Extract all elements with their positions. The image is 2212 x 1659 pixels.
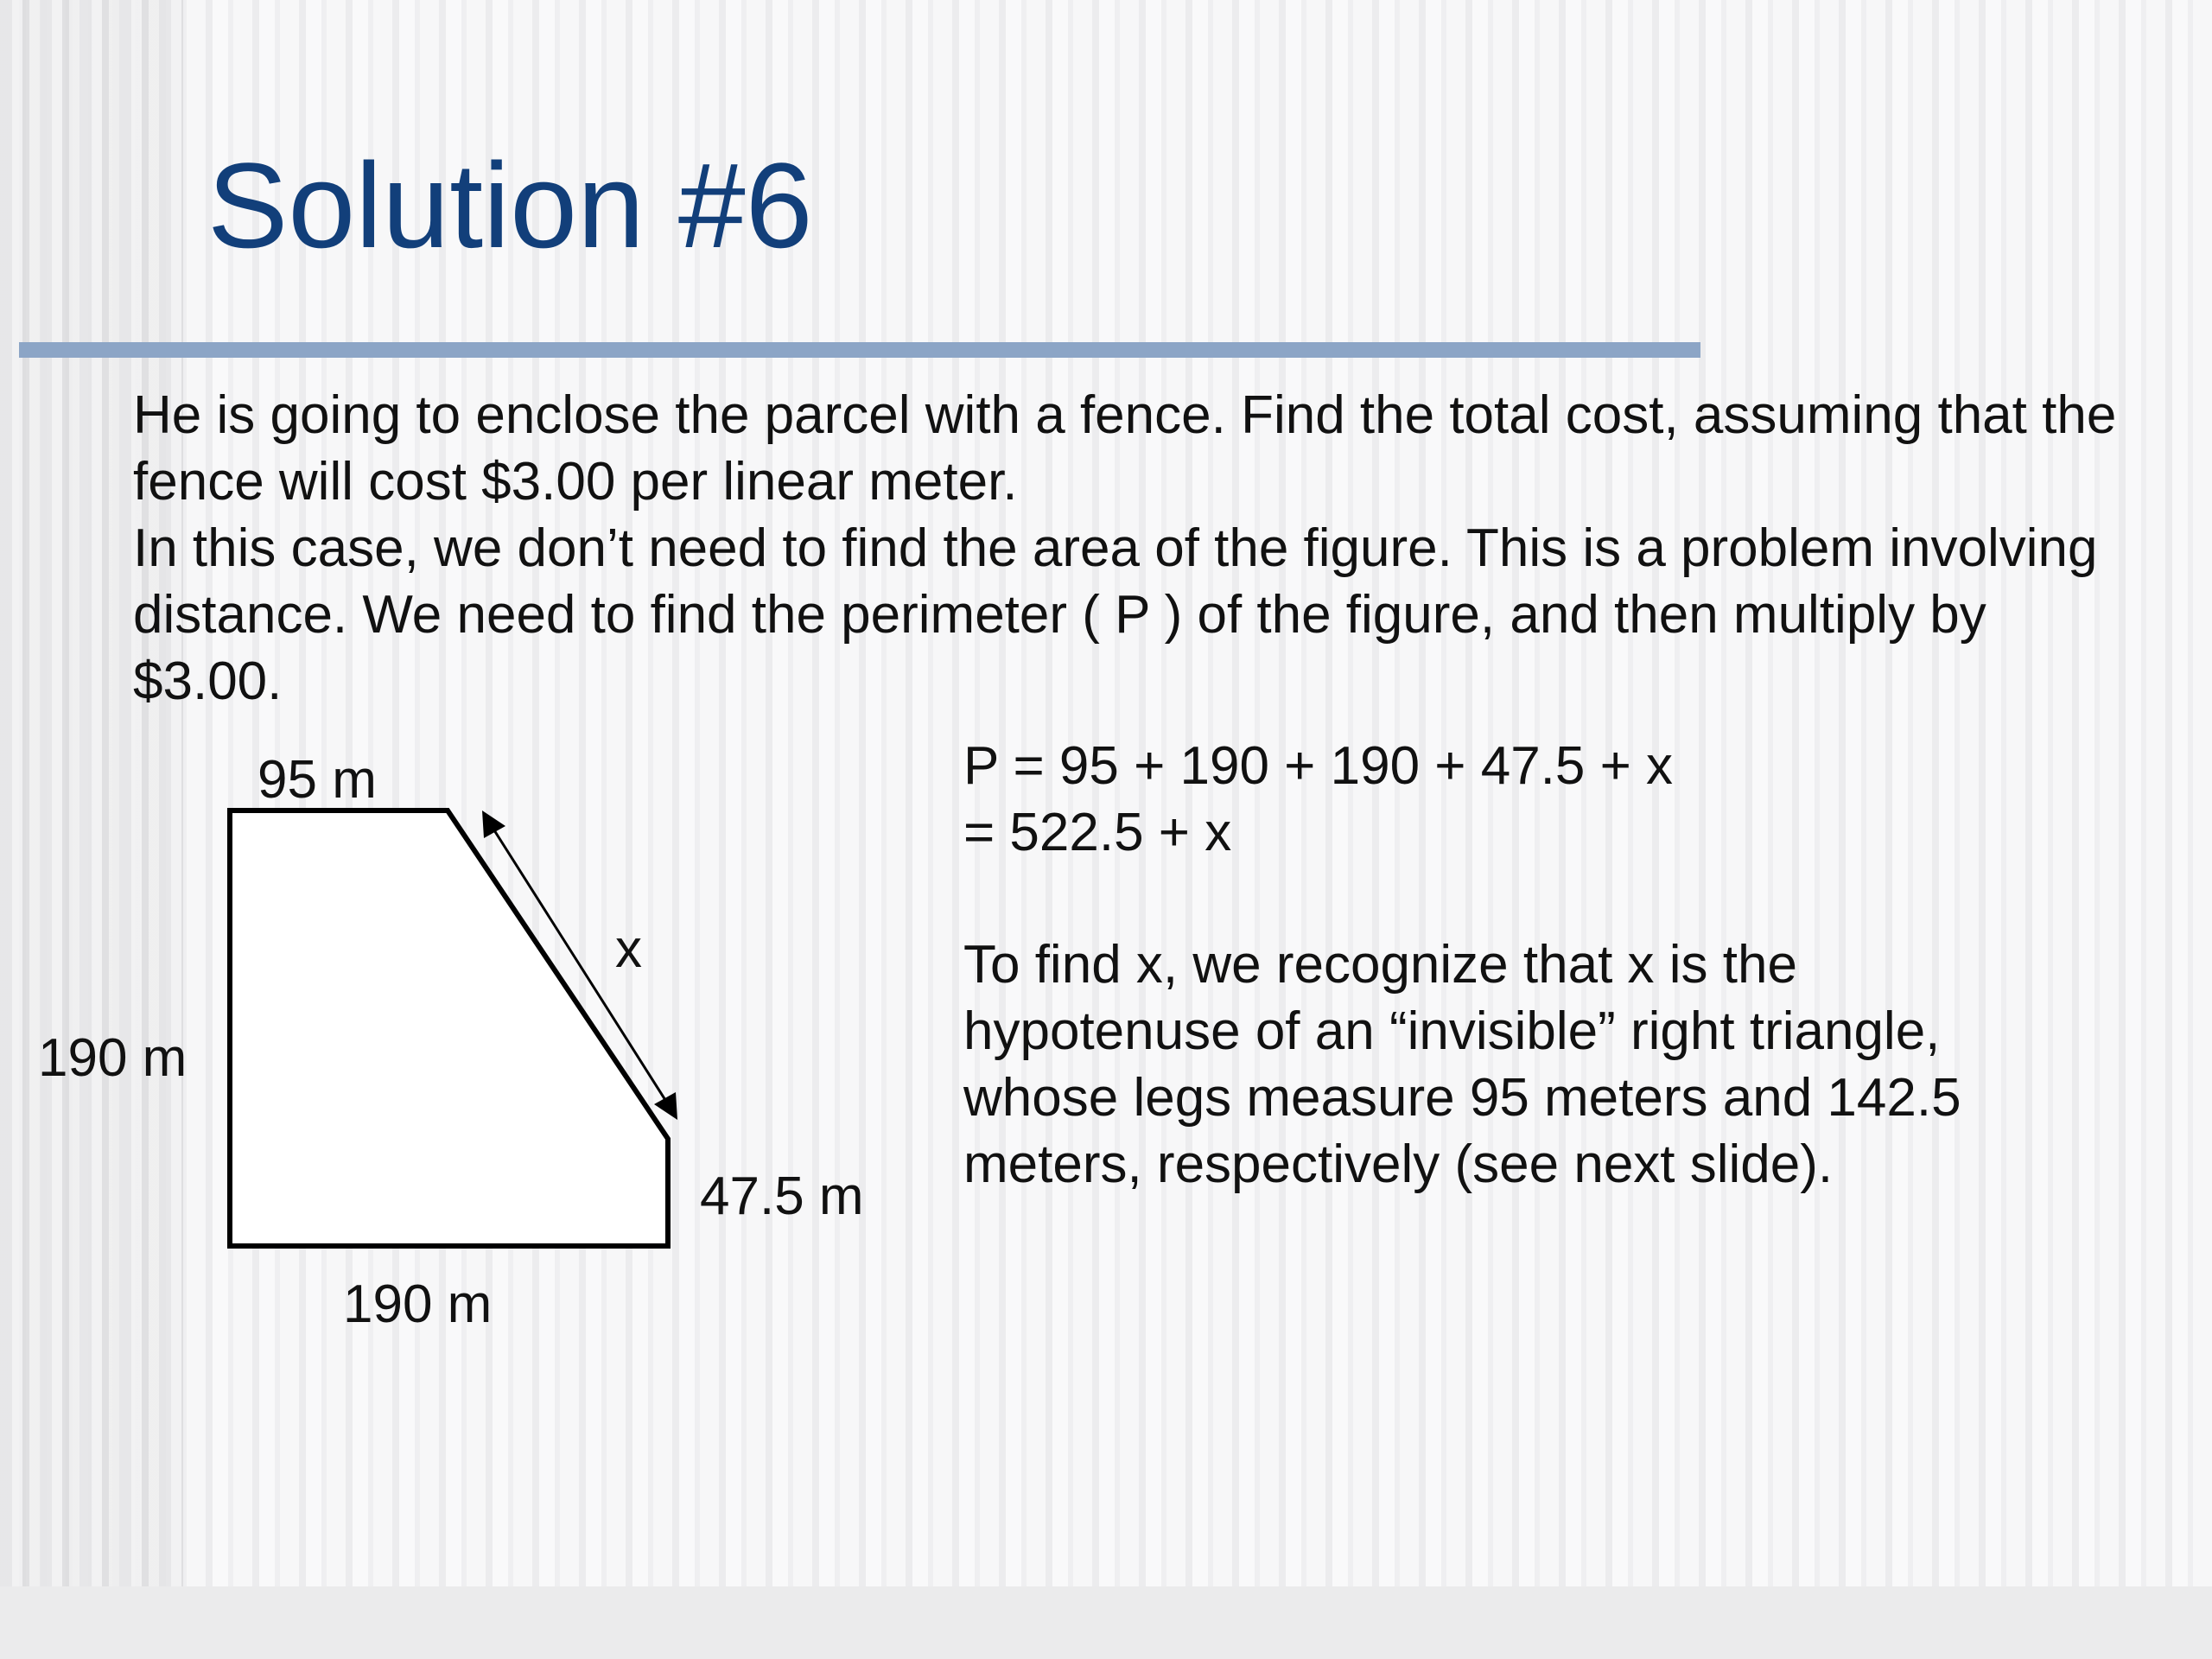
perimeter-equation: [963, 733, 1673, 866]
bottom-side-label: 190 m: [343, 1274, 493, 1334]
top-side-label: 95 m: [257, 750, 377, 810]
intro-paragraph-2: In this case, we don’t need to find the area of the figure. This is a problem involving distance. We need to find the perimeter ( P ) of the figure, and then multiply by $3.00.: [133, 518, 2098, 711]
right-side-label: 47.5 m: [700, 1166, 864, 1226]
explanation-text: [963, 931, 2087, 1198]
hypotenuse-label: x: [615, 919, 642, 979]
explanation-paragraph: To find x, we recognize that x is the hypotenuse of an “invisible” right triangle, whose legs measure 95 meters and 142.5 meters, respectively (see next slide).: [963, 935, 1961, 1194]
parcel-shape: [230, 810, 668, 1246]
background-bottom-band: [0, 1586, 2212, 1659]
intro-paragraph-1: He is going to enclose the parcel with a fence. Find the total cost, assuming that the fence will cost $3.00 per linear meter.: [133, 385, 2117, 512]
arrowhead-bottom: [654, 1092, 677, 1120]
arrowhead-top: [482, 810, 505, 838]
equation-line-2: = 522.5 + x: [963, 803, 1232, 862]
slide-title: Solution #6: [207, 137, 813, 273]
equation-line-1: P = 95 + 190 + 190 + 47.5 + x: [963, 736, 1674, 796]
left-side-label: 190 m: [38, 1028, 188, 1088]
